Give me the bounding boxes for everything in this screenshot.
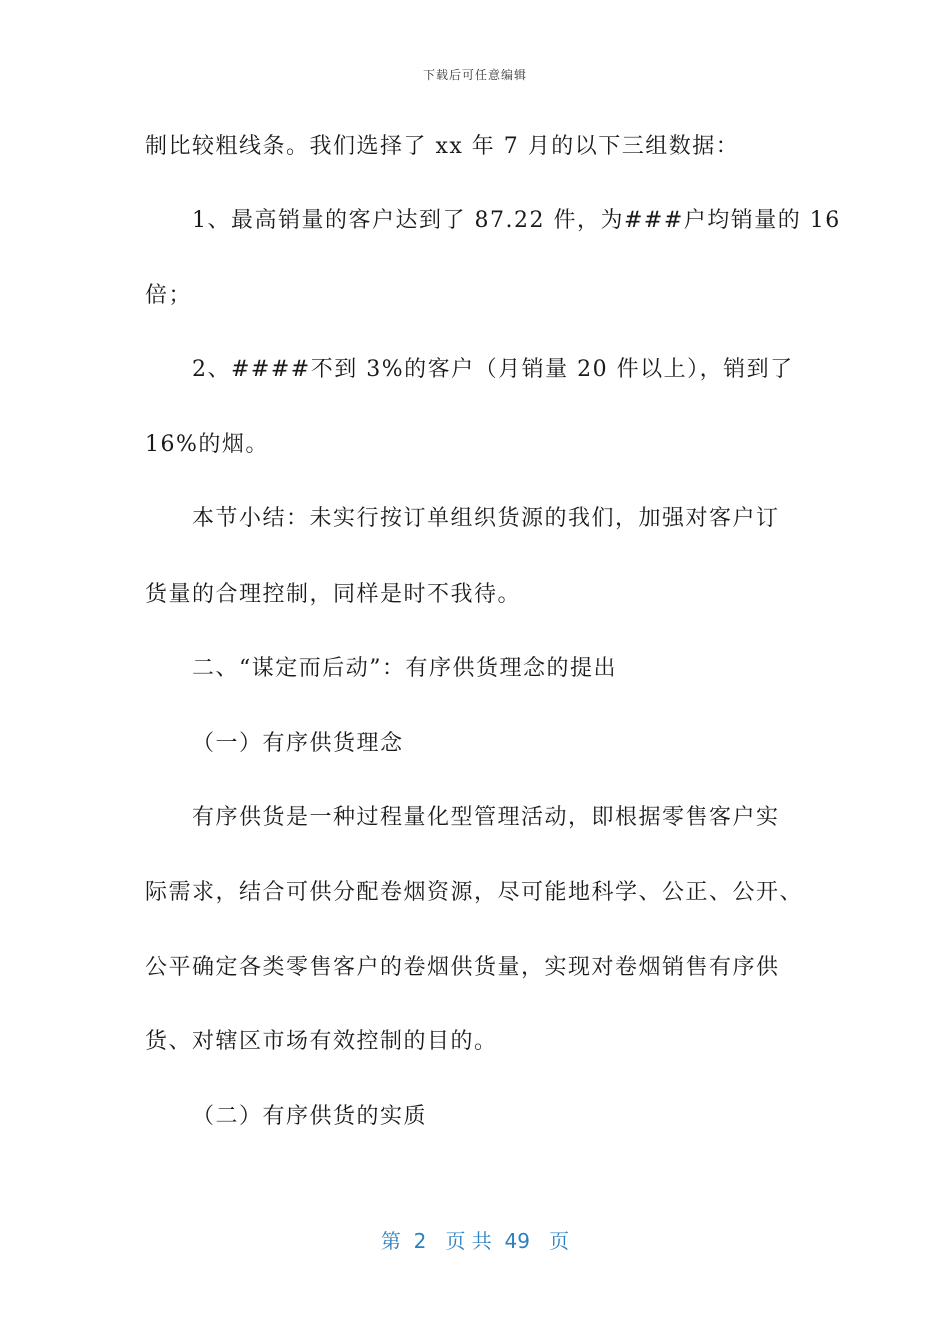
body-line: 本节小结：未实行按订单组织货源的我们，加强对客户订 <box>192 506 780 531</box>
body-line: 16%的烟。 <box>145 432 269 457</box>
body-line: 2、####不到 3%的客户（月销量 20 件以上），销到了 <box>192 357 794 382</box>
subsection-heading: （一）有序供货理念 <box>192 731 404 756</box>
footer-total-pages: 49 <box>504 1229 530 1253</box>
footer-page-label: 第 <box>380 1229 401 1253</box>
footer-total-label: 页 共 <box>445 1229 492 1253</box>
body-line: 际需求，结合可供分配卷烟资源，尽可能地科学、公正、公开、 <box>145 880 804 905</box>
body-line: 有序供货是一种过程量化型管理活动，即根据零售客户实 <box>192 805 780 830</box>
body-line: 货、对辖区市场有效控制的目的。 <box>145 1029 498 1054</box>
footer-current-page: 2 <box>413 1229 427 1253</box>
page-header: 下载后可任意编辑 <box>422 68 527 82</box>
body-line: 1、最高销量的客户达到了 87.22 件，为###户均销量的 16 <box>192 208 841 233</box>
body-line: 公平确定各类零售客户的卷烟供货量，实现对卷烟销售有序供 <box>145 955 780 980</box>
body-line: 倍； <box>145 283 193 308</box>
subsection-heading: （二）有序供货的实质 <box>192 1104 428 1129</box>
footer-end-label: 页 <box>549 1229 570 1253</box>
body-line: 货量的合理控制，同样是时不我待。 <box>145 582 522 607</box>
section-heading: 二、“谋定而后动”：有序供货理念的提出 <box>192 656 617 681</box>
page-footer <box>0 1225 950 1254</box>
body-line: 制比较粗线条。我们选择了 xx 年 7 月的以下三组数据： <box>145 134 740 159</box>
